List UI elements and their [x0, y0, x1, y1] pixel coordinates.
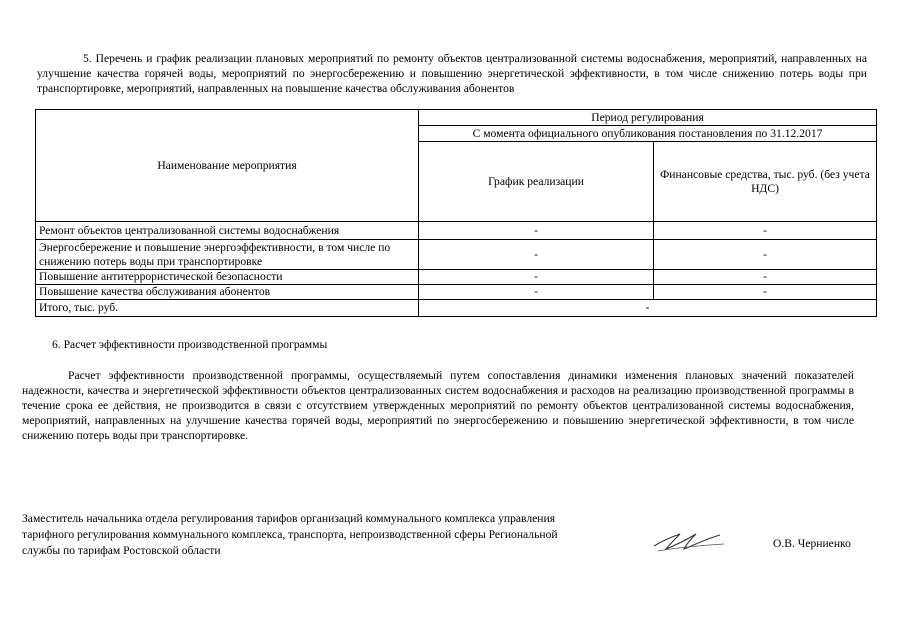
header-schedule: График реализации [419, 142, 654, 222]
table-total-row [36, 300, 877, 317]
row-name: Ремонт объектов централизованной системы водоснабжения [36, 222, 419, 240]
section-6-paragraph: Расчет эффективности производственной программы, осуществляемый путем сопоставления динамики изменения плановых значений показателей надежности, качества и энергетической эффективности объектов централизованных систем водоснабжения и расходов на реализацию производственной программы в течение срока ее действия, не производится в связи с отсутствием утвержденных мероприятий по ремонту объектов централизованной системы водоснабжения, мероприятий, направленных на улучшение качества горячей воды, мероприятий по энергосбережению и повышению энергетической эффективности, в том числе снижению потерь воды при транспортировке. [22, 369, 854, 442]
total-label: Итого, тыс. руб. [36, 300, 419, 317]
signer-position: Заместитель начальника отдела регулирования тарифов организаций коммунального комплекса управления тарифного регулирования коммунального комплекса, транспорта, непроизводственной сферы Региональной службы по тарифам Ростовской области [22, 512, 558, 557]
row-name: Повышение качества обслуживания абонентов [36, 285, 419, 300]
activities-table [35, 109, 877, 317]
row-name: Повышение антитеррористической безопасности [36, 270, 419, 285]
table-row [36, 270, 877, 285]
total-value: - [419, 300, 877, 317]
row-finance: - [654, 222, 877, 240]
handwritten-signature [650, 526, 730, 560]
row-name: Энергосбережение и повышение энергоэффективности, в том числе по снижению потерь воды при транспортировке [36, 240, 419, 270]
header-activity-name: Наименование мероприятия [36, 110, 419, 222]
row-finance: - [654, 270, 877, 285]
row-finance: - [654, 240, 877, 270]
table-row [36, 285, 877, 300]
row-schedule: - [419, 270, 654, 285]
table-row [36, 240, 877, 270]
section-6-title: 6. Расчет эффективности производственной программы [52, 338, 328, 351]
signer-name: О.В. Черниенко [773, 537, 851, 550]
header-period-sub: С момента официального опубликования постановления по 31.12.2017 [419, 126, 877, 142]
row-schedule: - [419, 285, 654, 300]
section-5-paragraph: 5. Перечень и график реализации плановых мероприятий по ремонту объектов централизованной системы водоснабжения, мероприятий, направленных на улучшение качества горячей воды, мероприятий по энергосбережению и повышению энергетической эффективности, в том числе снижению потерь воды при транспортировке, мероприятий, направленных на повышение качества обслуживания абонентов [37, 52, 867, 95]
row-finance: - [654, 285, 877, 300]
row-schedule: - [419, 222, 654, 240]
row-schedule: - [419, 240, 654, 270]
header-period: Период регулирования [419, 110, 877, 126]
table-row [36, 222, 877, 240]
header-finance: Финансовые средства, тыс. руб. (без учета НДС) [654, 142, 877, 222]
